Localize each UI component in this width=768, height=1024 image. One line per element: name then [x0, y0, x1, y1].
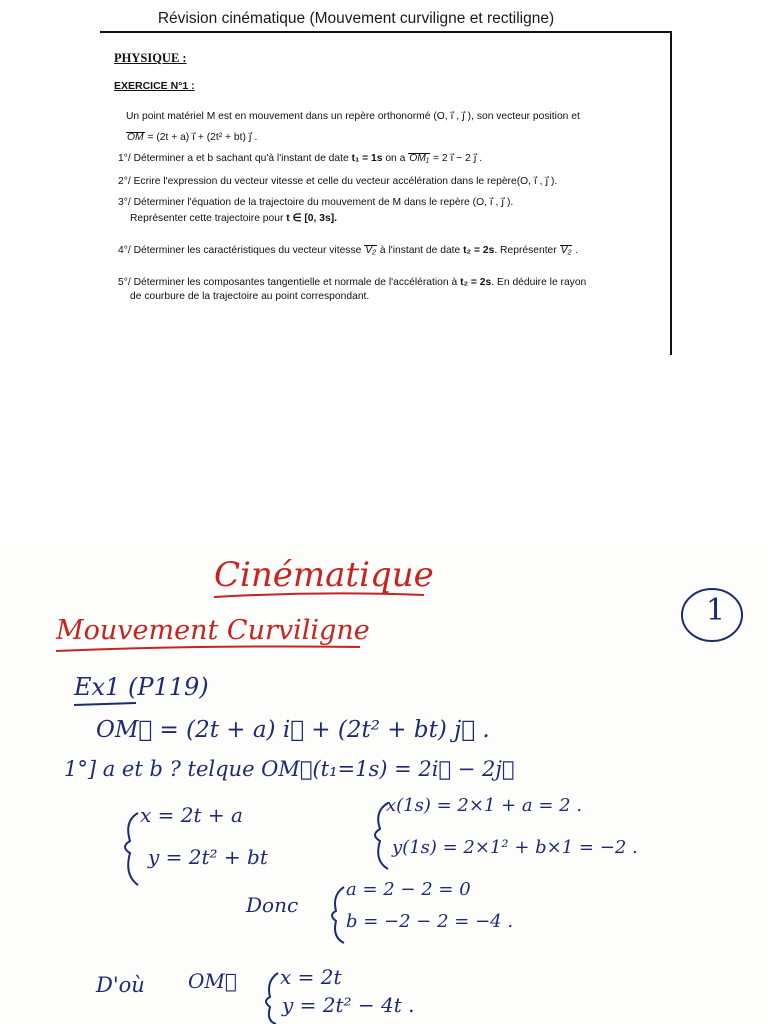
intro-line-1: Un point matériel M est en mouvement dans un repère orthonormé (O, i⃗ , j⃗ ), son vecteur position et — [126, 111, 580, 122]
v2-vector: V₂ — [365, 245, 376, 256]
intro-line-2-rest: = (2t + a) i⃗ + (2t² + bt) j⃗ . — [144, 132, 258, 143]
donc-label: Donc — [246, 893, 299, 917]
q5-text: 5°/ Déterminer les composantes tangentielle et normale de l'accélération à — [118, 277, 461, 288]
dou-om-vector: OM⃗ — [188, 969, 237, 993]
brace-dou — [266, 973, 278, 1024]
q1-time: t₁ = 1s — [351, 153, 383, 164]
exercise-heading: EXERCICE N°1 : — [114, 80, 195, 92]
system-x-at-1s: x(1s) = 2×1 + a = 2 . — [386, 795, 583, 816]
question-4 — [118, 244, 578, 257]
system-x-equation: x = 2t + a — [140, 803, 243, 827]
q5-end: . En déduire le rayon — [491, 277, 587, 288]
intro-line-2 — [126, 131, 257, 144]
q4-mid: à l'instant de date — [377, 245, 464, 256]
om1-vector: OM₁ — [409, 153, 430, 164]
question-1 — [118, 152, 482, 165]
question-3-line-1: 3°/ Déterminer l'équation de la trajectoire du mouvement de M dans le repère (O, i⃗ , j⃗ ). — [118, 197, 514, 208]
q5-time: t₂ = 2s — [460, 277, 492, 288]
notes-title: Cinématique — [214, 555, 434, 595]
brace-result — [332, 887, 344, 943]
sheet-title: Révision cinématique (Mouvement curviligne et rectiligne) — [157, 10, 555, 27]
q1-end: = 2 i⃗ − 2 j⃗ . — [430, 153, 483, 164]
result-b: b = −2 − 2 = −4 . — [346, 911, 514, 932]
q3-text: Représenter cette trajectoire pour — [130, 213, 287, 224]
notes-subtitle: Mouvement Curviligne — [56, 615, 370, 646]
page-number: 1 — [706, 593, 726, 628]
dou-y-equation: y = 2t² − 4t . — [282, 993, 415, 1017]
q4-dot: . — [572, 245, 579, 256]
exercise-underline — [74, 703, 136, 705]
question-3-line-2 — [130, 212, 337, 225]
system-y-at-1s: y(1s) = 2×1² + b×1 = −2 . — [392, 837, 638, 858]
v2-vector-2: V₂ — [560, 245, 572, 256]
handwritten-notes — [0, 545, 768, 1024]
subtitle-underline — [56, 647, 360, 652]
notes-exercise: Ex1 (P119) — [74, 673, 209, 701]
q1-text: 1°/ Déterminer a et b sachant qu'à l'instant de date — [118, 153, 352, 164]
dou-label: D'où — [96, 973, 145, 997]
dou-x-equation: x = 2t — [280, 965, 342, 989]
q4-end: . Représenter — [494, 245, 560, 256]
om-vector: OM — [127, 132, 144, 143]
brace-system-1 — [125, 813, 138, 885]
q4-text: 4°/ Déterminer les caractéristiques du vecteur vitesse — [118, 245, 365, 256]
system-y-equation: y = 2t² + bt — [148, 845, 268, 869]
result-a: a = 2 − 2 = 0 — [346, 879, 471, 900]
position-vector-equation: OM⃗ = (2t + a) i⃗ + (2t² + bt) j⃗ . — [96, 717, 490, 743]
q1-mid: on a — [382, 153, 409, 164]
question-2: 2°/ Ecrire l'expression du vecteur vitesse et celle du vecteur accélération dans le repère(O, i⃗ , j⃗ ). — [118, 176, 558, 187]
section-heading: PHYSIQUE : — [114, 51, 187, 65]
question-5-line-1 — [118, 276, 586, 289]
question-5-line-2: de courbure de la trajectoire au point correspondant. — [130, 291, 370, 302]
q4-time: t₂ = 2s — [463, 245, 495, 256]
question-1-note: 1°] a et b ? telque OM⃗(t₁=1s) = 2i⃗ − 2j⃗ — [64, 757, 515, 781]
q3-interval: t ∈ [0, 3s]. — [286, 213, 337, 224]
